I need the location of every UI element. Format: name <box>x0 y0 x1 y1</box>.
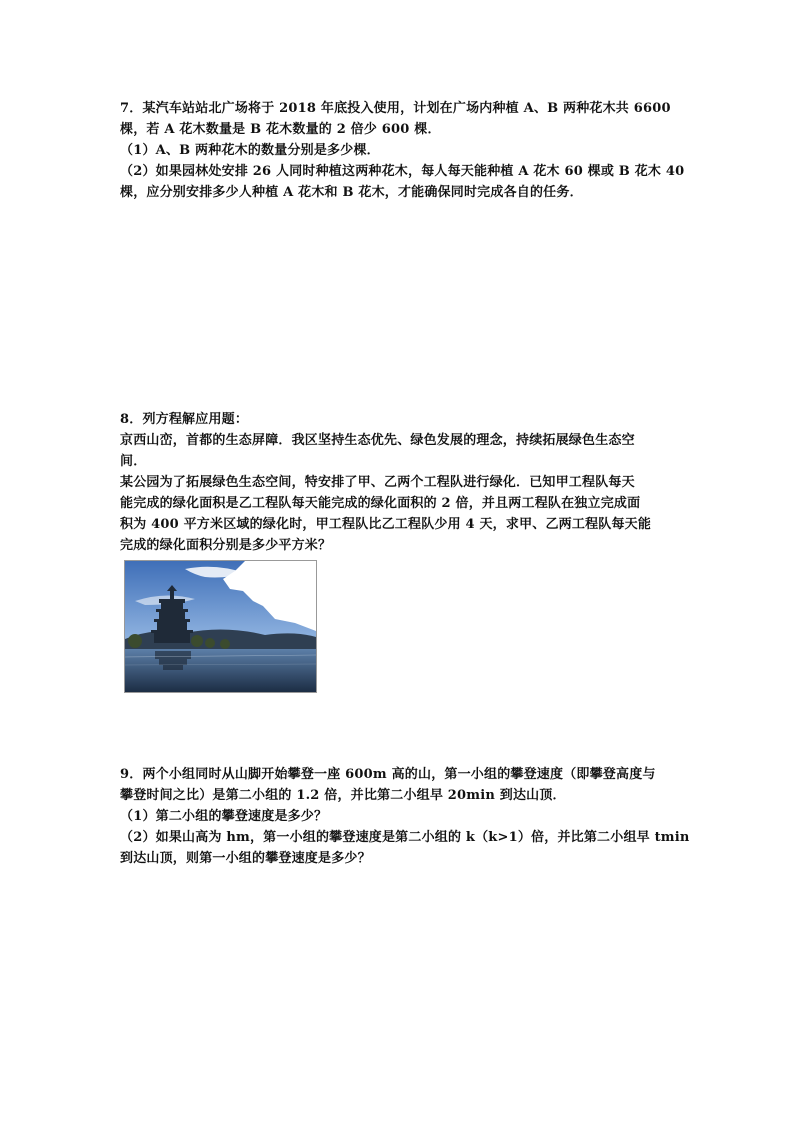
q9-part-1: （1）第二小组的攀登速度是多少？ <box>120 809 328 824</box>
q8-intro: 京西山峦，首都的生态屏障．我区坚持生态优先、绿色发展的理念，持续拓展绿色生态空 <box>120 433 635 448</box>
q8-body-1: 某公园为了拓展绿色生态空间，特安排了甲、乙两个工程队进行绿化．已知甲工程队每天 <box>120 475 635 490</box>
q7-line-2: 棵，若 A 花木数量是 B 花木数量的 2 倍少 600 棵． <box>120 122 441 137</box>
photo-illustration <box>125 561 316 692</box>
q8-body-4: 完成的绿化面积分别是多少平方米？ <box>120 538 332 553</box>
q8-heading: 8．列方程解应用题： <box>120 412 249 427</box>
q9-part-2: （2）如果山高为 hm，第一小组的攀登速度是第二小组的 k（k>1）倍，并比第二小组早 tmin <box>120 830 690 845</box>
q8-body-3: 积为 400 平方米区域的绿化时，甲工程队比乙工程队少用 4 天，求甲、乙两工程队每天能 <box>120 517 652 532</box>
q8-intro-end: 间． <box>120 454 147 469</box>
q9-line-2: 攀登时间之比）是第二小组的 1.2 倍，并比第二小组早 20min 到达山顶． <box>120 788 566 803</box>
q7-part-1: （1）A、B 两种花木的数量分别是多少棵． <box>120 143 380 158</box>
q9-line-1: 9．两个小组同时从山脚开始攀登一座 600m 高的山，第一小组的攀登速度（即攀登高度与 <box>120 767 656 782</box>
question-9 <box>120 764 690 869</box>
q7-line-5: 棵，应分别安排多少人种植 A 花木和 B 花木，才能确保同时完成各自的任务． <box>120 185 583 200</box>
q8-body-2: 能完成的绿化面积是乙工程队每天能完成的绿化面积的 2 倍，并且两工程队在独立完成面 <box>120 496 641 511</box>
question-8 <box>120 409 680 556</box>
q7-part-2: （2）如果园林处安排 26 人同时种植这两种花木，每人每天能种植 A 花木 60 棵或 B 花木 40 <box>120 164 685 179</box>
q9-line-5: 到达山顶，则第一小组的攀登速度是多少？ <box>120 851 371 866</box>
pagoda-lake-photo <box>124 560 317 693</box>
q7-line-1: 7．某汽车站站北广场将于 2018 年底投入使用，计划在广场内种植 A、B 两种花木共 6600 <box>120 101 671 116</box>
question-7 <box>120 98 685 203</box>
